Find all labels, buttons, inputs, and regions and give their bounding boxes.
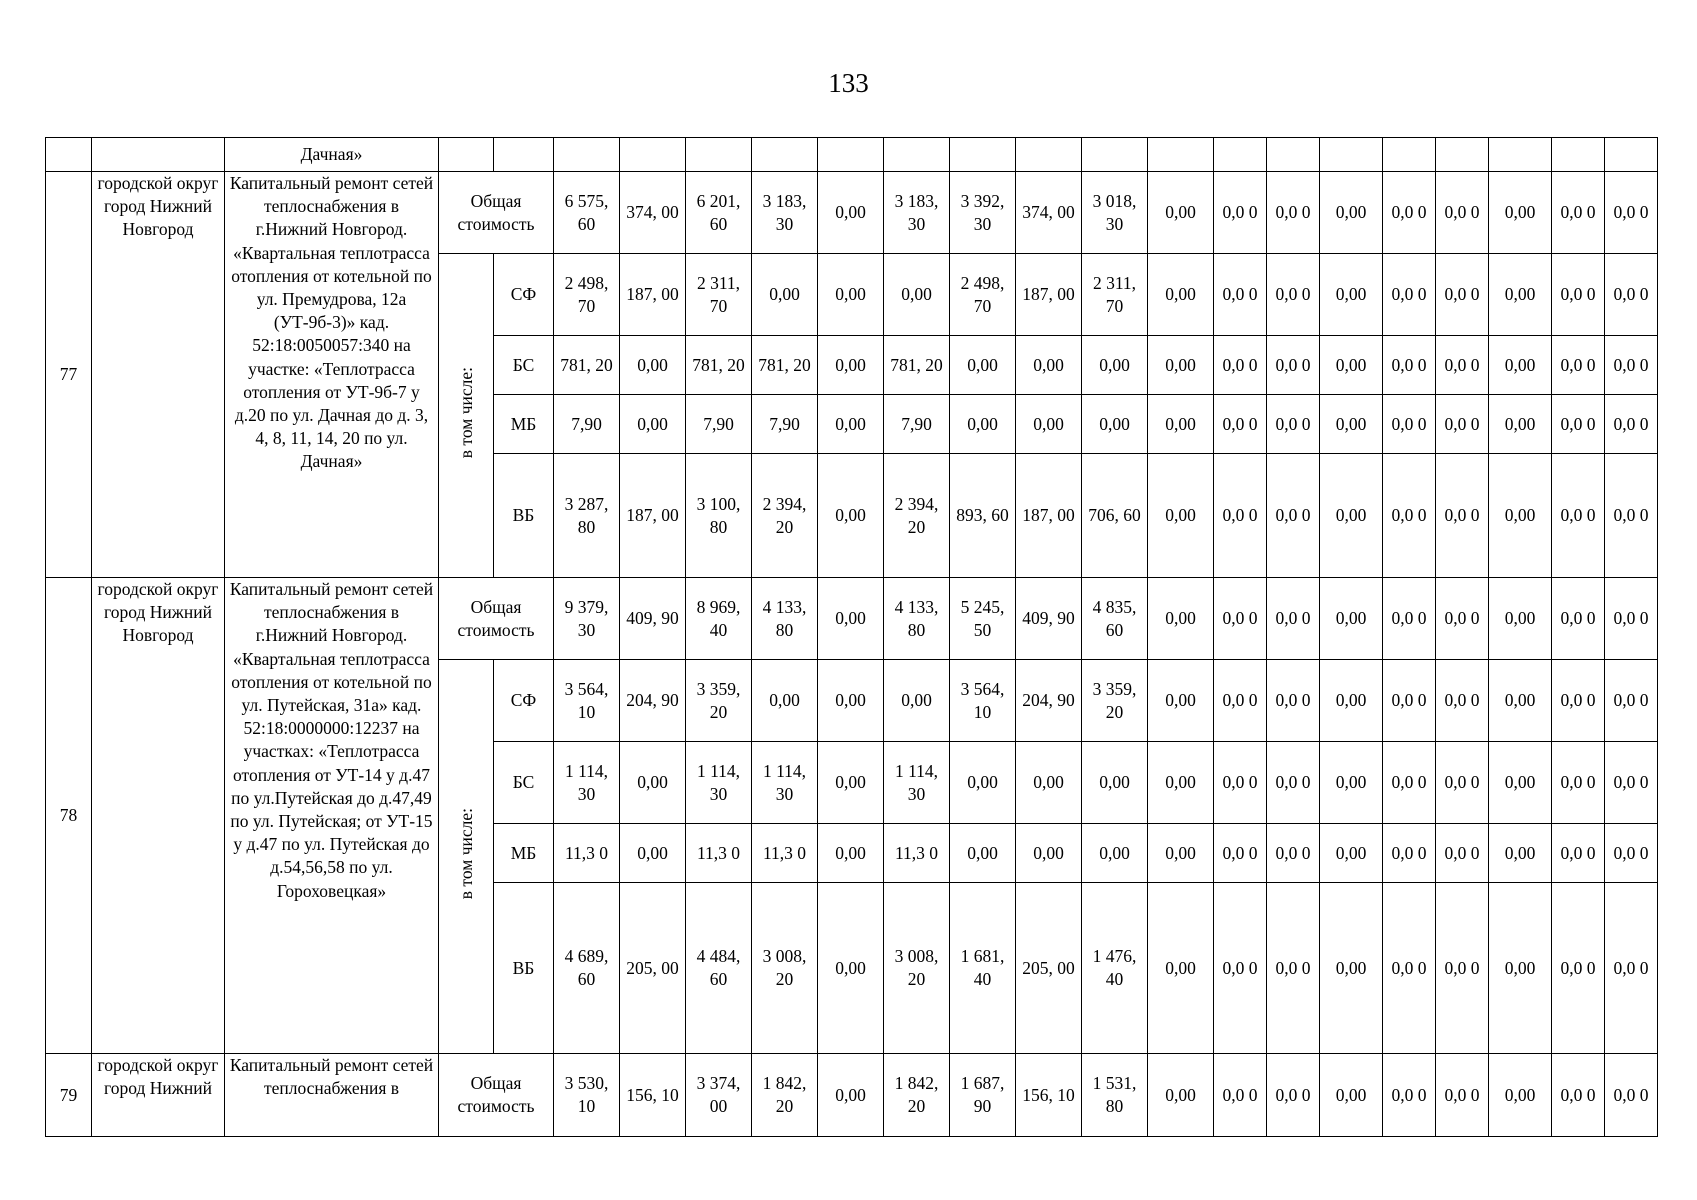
cell-empty <box>1436 138 1489 172</box>
value-cell: 781, 20 <box>884 336 950 395</box>
value-cell: 6 575, 60 <box>554 172 620 254</box>
value-cell: 0,00 <box>1320 824 1383 883</box>
funding-source-code: БС <box>494 336 554 395</box>
territory-name: городской округ город Нижний Новгород <box>92 578 225 1054</box>
value-cell: 205, 00 <box>1016 883 1082 1054</box>
value-cell: 0,00 <box>818 1054 884 1137</box>
cell-empty <box>1148 138 1214 172</box>
value-cell: 0,00 <box>1320 660 1383 742</box>
value-cell: 0,0 0 <box>1436 824 1489 883</box>
value-cell: 0,00 <box>1148 172 1214 254</box>
value-cell: 0,0 0 <box>1267 454 1320 578</box>
value-cell: 893, 60 <box>950 454 1016 578</box>
value-cell: 0,0 0 <box>1552 254 1605 336</box>
cell-empty <box>1016 138 1082 172</box>
row-number: 79 <box>46 1054 92 1137</box>
value-cell: 781, 20 <box>554 336 620 395</box>
value-cell: 187, 00 <box>1016 454 1082 578</box>
value-cell: 2 498, 70 <box>950 254 1016 336</box>
value-cell: 0,0 0 <box>1267 172 1320 254</box>
value-cell: 4 689, 60 <box>554 883 620 1054</box>
including-label-cell <box>439 254 494 578</box>
value-cell: 0,00 <box>818 395 884 454</box>
value-cell: 0,00 <box>1320 254 1383 336</box>
funding-source-code: ВБ <box>494 454 554 578</box>
value-cell: 374, 00 <box>620 172 686 254</box>
value-cell: 7,90 <box>554 395 620 454</box>
value-cell: 0,0 0 <box>1214 824 1267 883</box>
territory-name: городской округ город Нижний Новгород <box>92 172 225 578</box>
value-cell: 0,0 0 <box>1436 336 1489 395</box>
value-cell: 2 311, 70 <box>1082 254 1148 336</box>
including-label: в том числе: <box>455 366 476 459</box>
value-cell: 3 374, 00 <box>686 1054 752 1137</box>
value-cell: 0,0 0 <box>1383 883 1436 1054</box>
cell-empty <box>1383 138 1436 172</box>
value-cell: 0,00 <box>1320 172 1383 254</box>
table-row <box>46 172 1658 254</box>
value-cell: 409, 90 <box>620 578 686 660</box>
cell-empty <box>92 138 225 172</box>
value-cell: 706, 60 <box>1082 454 1148 578</box>
value-cell: 0,00 <box>1148 578 1214 660</box>
value-cell: 187, 00 <box>620 454 686 578</box>
value-cell: 0,00 <box>1489 254 1552 336</box>
cell-empty <box>1489 138 1552 172</box>
value-cell: 0,00 <box>950 742 1016 824</box>
value-cell: 3 359, 20 <box>686 660 752 742</box>
value-cell: 3 392, 30 <box>950 172 1016 254</box>
value-cell: 204, 90 <box>620 660 686 742</box>
value-cell: 0,00 <box>1489 454 1552 578</box>
cell-empty <box>620 138 686 172</box>
value-cell: 0,0 0 <box>1605 454 1658 578</box>
value-cell: 3 018, 30 <box>1082 172 1148 254</box>
value-cell: 0,00 <box>1148 254 1214 336</box>
value-cell: 0,00 <box>1489 395 1552 454</box>
value-cell: 0,0 0 <box>1436 454 1489 578</box>
value-cell: 7,90 <box>752 395 818 454</box>
value-cell: 0,00 <box>818 824 884 883</box>
value-cell: 0,0 0 <box>1436 742 1489 824</box>
value-cell: 0,0 0 <box>1605 824 1658 883</box>
value-cell: 0,0 0 <box>1552 660 1605 742</box>
value-cell: 0,00 <box>818 254 884 336</box>
value-cell: 0,00 <box>752 660 818 742</box>
cell-empty <box>752 138 818 172</box>
value-cell: 0,00 <box>1489 883 1552 1054</box>
value-cell: 1 842, 20 <box>752 1054 818 1137</box>
total-cost-label: Общая стоимость <box>439 578 554 660</box>
funding-source-code: СФ <box>494 254 554 336</box>
value-cell: 0,00 <box>1016 336 1082 395</box>
value-cell: 156, 10 <box>620 1054 686 1137</box>
value-cell: 0,00 <box>818 742 884 824</box>
value-cell: 0,00 <box>1148 336 1214 395</box>
value-cell: 0,0 0 <box>1267 660 1320 742</box>
value-cell: 0,0 0 <box>1605 336 1658 395</box>
value-cell: 0,0 0 <box>1605 395 1658 454</box>
funding-source-code: МБ <box>494 395 554 454</box>
value-cell: 205, 00 <box>620 883 686 1054</box>
value-cell: 0,00 <box>752 254 818 336</box>
value-cell: 0,0 0 <box>1267 883 1320 1054</box>
value-cell: 1 114, 30 <box>752 742 818 824</box>
value-cell: 1 687, 90 <box>950 1054 1016 1137</box>
value-cell: 0,0 0 <box>1214 254 1267 336</box>
territory-name: городской округ город Нижний <box>92 1054 225 1137</box>
cell-empty <box>1605 138 1658 172</box>
value-cell: 3 008, 20 <box>884 883 950 1054</box>
value-cell: 4 484, 60 <box>686 883 752 1054</box>
funding-source-code: ВБ <box>494 883 554 1054</box>
cell-empty <box>1267 138 1320 172</box>
value-cell: 0,00 <box>1148 824 1214 883</box>
object-name: Капитальный ремонт сетей теплоснабжения в г.Нижний Новгород. «Квартальная теплотрасса отопления от котельной по ул. Путейская, 31а» кад. 52:18:0000000:12237 на участках: «Теплотрасса отопления от УТ-14 у д.47 по ул.Путейская до д.47,49 по ул. Путейская; от УТ-15 у д.47 по ул. Путейская до д.54,56,58 по ул. Гороховецкая» <box>225 578 439 1054</box>
object-name: Капитальный ремонт сетей теплоснабжения в <box>225 1054 439 1137</box>
value-cell: 0,0 0 <box>1605 742 1658 824</box>
total-cost-label: Общая стоимость <box>439 172 554 254</box>
value-cell: 0,0 0 <box>1214 172 1267 254</box>
value-cell: 0,0 0 <box>1383 254 1436 336</box>
value-cell: 0,00 <box>1082 742 1148 824</box>
cell-empty <box>1320 138 1383 172</box>
value-cell: 0,00 <box>818 172 884 254</box>
cell-empty <box>46 138 92 172</box>
value-cell: 0,00 <box>620 742 686 824</box>
value-cell: 0,0 0 <box>1605 883 1658 1054</box>
value-cell: 6 201, 60 <box>686 172 752 254</box>
value-cell: 11,3 0 <box>554 824 620 883</box>
value-cell: 187, 00 <box>620 254 686 336</box>
value-cell: 0,0 0 <box>1436 395 1489 454</box>
row-number: 78 <box>46 578 92 1054</box>
including-label: в том числе: <box>455 807 476 900</box>
cell-empty <box>1082 138 1148 172</box>
value-cell: 0,00 <box>1489 578 1552 660</box>
total-cost-label: Общая стоимость <box>439 1054 554 1137</box>
value-cell: 2 498, 70 <box>554 254 620 336</box>
value-cell: 0,00 <box>1320 454 1383 578</box>
value-cell: 0,00 <box>1489 1054 1552 1137</box>
value-cell: 0,0 0 <box>1267 336 1320 395</box>
value-cell: 11,3 0 <box>752 824 818 883</box>
cell-empty <box>950 138 1016 172</box>
cell-empty <box>439 138 494 172</box>
value-cell: 0,00 <box>1489 336 1552 395</box>
value-cell: 0,0 0 <box>1214 336 1267 395</box>
value-cell: 0,00 <box>1320 336 1383 395</box>
value-cell: 3 564, 10 <box>950 660 1016 742</box>
value-cell: 7,90 <box>884 395 950 454</box>
value-cell: 0,0 0 <box>1436 578 1489 660</box>
value-cell: 7,90 <box>686 395 752 454</box>
cell-empty <box>1552 138 1605 172</box>
object-name-tail: Дачная» <box>225 138 439 172</box>
value-cell: 4 133, 80 <box>884 578 950 660</box>
value-cell: 0,0 0 <box>1605 660 1658 742</box>
value-cell: 0,0 0 <box>1267 254 1320 336</box>
cell-empty <box>494 138 554 172</box>
page-number: 133 <box>828 68 869 98</box>
value-cell: 0,00 <box>884 254 950 336</box>
value-cell: 0,00 <box>1016 395 1082 454</box>
value-cell: 0,00 <box>620 336 686 395</box>
value-cell: 3 287, 80 <box>554 454 620 578</box>
value-cell: 0,00 <box>1148 454 1214 578</box>
carry-over-row <box>46 138 1658 172</box>
value-cell: 187, 00 <box>1016 254 1082 336</box>
value-cell: 0,0 0 <box>1383 660 1436 742</box>
value-cell: 0,0 0 <box>1552 1054 1605 1137</box>
value-cell: 3 530, 10 <box>554 1054 620 1137</box>
value-cell: 0,0 0 <box>1552 395 1605 454</box>
value-cell: 0,00 <box>818 454 884 578</box>
value-cell: 0,00 <box>1489 824 1552 883</box>
value-cell: 0,0 0 <box>1383 336 1436 395</box>
value-cell: 0,0 0 <box>1605 254 1658 336</box>
funding-source-code: МБ <box>494 824 554 883</box>
value-cell: 3 008, 20 <box>752 883 818 1054</box>
value-cell: 0,0 0 <box>1383 1054 1436 1137</box>
value-cell: 0,00 <box>950 824 1016 883</box>
table-row <box>46 1054 1658 1137</box>
value-cell: 0,0 0 <box>1214 660 1267 742</box>
value-cell: 0,0 0 <box>1605 172 1658 254</box>
value-cell: 0,0 0 <box>1605 1054 1658 1137</box>
value-cell: 0,0 0 <box>1214 395 1267 454</box>
value-cell: 0,0 0 <box>1552 454 1605 578</box>
value-cell: 1 114, 30 <box>686 742 752 824</box>
value-cell: 0,0 0 <box>1552 742 1605 824</box>
value-cell: 0,0 0 <box>1383 395 1436 454</box>
value-cell: 0,0 0 <box>1214 742 1267 824</box>
row-number: 77 <box>46 172 92 578</box>
value-cell: 0,0 0 <box>1552 883 1605 1054</box>
value-cell: 0,00 <box>1148 660 1214 742</box>
value-cell: 1 476, 40 <box>1082 883 1148 1054</box>
value-cell: 0,0 0 <box>1383 578 1436 660</box>
value-cell: 0,0 0 <box>1214 578 1267 660</box>
value-cell: 4 835, 60 <box>1082 578 1148 660</box>
value-cell: 2 311, 70 <box>686 254 752 336</box>
value-cell: 0,0 0 <box>1605 578 1658 660</box>
value-cell: 0,0 0 <box>1267 824 1320 883</box>
value-cell: 0,0 0 <box>1267 742 1320 824</box>
value-cell: 0,00 <box>1082 395 1148 454</box>
value-cell: 0,00 <box>818 578 884 660</box>
value-cell: 0,00 <box>1320 742 1383 824</box>
value-cell: 0,00 <box>818 336 884 395</box>
value-cell: 0,00 <box>1489 660 1552 742</box>
value-cell: 0,0 0 <box>1214 1054 1267 1137</box>
value-cell: 0,00 <box>818 660 884 742</box>
value-cell: 0,0 0 <box>1267 1054 1320 1137</box>
cell-empty <box>884 138 950 172</box>
value-cell: 0,00 <box>1489 742 1552 824</box>
value-cell: 3 183, 30 <box>752 172 818 254</box>
value-cell: 0,00 <box>1148 742 1214 824</box>
value-cell: 0,0 0 <box>1436 172 1489 254</box>
value-cell: 0,00 <box>884 660 950 742</box>
value-cell: 0,0 0 <box>1552 336 1605 395</box>
cell-empty <box>554 138 620 172</box>
budget-table <box>45 137 1658 1137</box>
value-cell: 0,0 0 <box>1436 254 1489 336</box>
value-cell: 0,0 0 <box>1552 824 1605 883</box>
value-cell: 0,0 0 <box>1214 454 1267 578</box>
value-cell: 781, 20 <box>752 336 818 395</box>
value-cell: 1 842, 20 <box>884 1054 950 1137</box>
value-cell: 1 681, 40 <box>950 883 1016 1054</box>
value-cell: 0,0 0 <box>1383 742 1436 824</box>
value-cell: 0,00 <box>1016 824 1082 883</box>
value-cell: 2 394, 20 <box>752 454 818 578</box>
value-cell: 0,0 0 <box>1436 1054 1489 1137</box>
value-cell: 0,0 0 <box>1267 578 1320 660</box>
cell-empty <box>686 138 752 172</box>
value-cell: 0,0 0 <box>1436 660 1489 742</box>
value-cell: 0,00 <box>1489 172 1552 254</box>
value-cell: 5 245, 50 <box>950 578 1016 660</box>
funding-source-code: СФ <box>494 660 554 742</box>
value-cell: 0,0 0 <box>1383 172 1436 254</box>
value-cell: 11,3 0 <box>884 824 950 883</box>
value-cell: 0,00 <box>1082 824 1148 883</box>
funding-source-code: БС <box>494 742 554 824</box>
value-cell: 204, 90 <box>1016 660 1082 742</box>
value-cell: 0,0 0 <box>1552 578 1605 660</box>
value-cell: 1 114, 30 <box>554 742 620 824</box>
value-cell: 374, 00 <box>1016 172 1082 254</box>
value-cell: 3 100, 80 <box>686 454 752 578</box>
value-cell: 0,00 <box>1320 1054 1383 1137</box>
object-name: Капитальный ремонт сетей теплоснабжения в г.Нижний Новгород. «Квартальная теплотрасса отопления от котельной по ул. Премудрова, 12а (УТ-9б-3)» кад. 52:18:0050057:340 на участке: «Теплотрасса отопления от УТ-9б-7 у д.20 по ул. Дачная до д. 3, 4, 8, 11, 14, 20 по ул. Дачная» <box>225 172 439 578</box>
including-label-cell <box>439 660 494 1054</box>
cell-empty <box>818 138 884 172</box>
value-cell: 11,3 0 <box>686 824 752 883</box>
table-row <box>46 578 1658 660</box>
value-cell: 0,00 <box>1148 395 1214 454</box>
value-cell: 0,0 0 <box>1436 883 1489 1054</box>
value-cell: 409, 90 <box>1016 578 1082 660</box>
value-cell: 156, 10 <box>1016 1054 1082 1137</box>
value-cell: 3 359, 20 <box>1082 660 1148 742</box>
value-cell: 0,0 0 <box>1383 454 1436 578</box>
value-cell: 9 379, 30 <box>554 578 620 660</box>
value-cell: 1 114, 30 <box>884 742 950 824</box>
value-cell: 0,0 0 <box>1383 824 1436 883</box>
value-cell: 4 133, 80 <box>752 578 818 660</box>
value-cell: 0,00 <box>1320 578 1383 660</box>
value-cell: 0,00 <box>1148 1054 1214 1137</box>
value-cell: 8 969, 40 <box>686 578 752 660</box>
value-cell: 0,00 <box>1320 883 1383 1054</box>
value-cell: 0,00 <box>1082 336 1148 395</box>
value-cell: 0,00 <box>1320 395 1383 454</box>
value-cell: 3 564, 10 <box>554 660 620 742</box>
value-cell: 0,00 <box>1016 742 1082 824</box>
value-cell: 0,00 <box>950 395 1016 454</box>
value-cell: 0,0 0 <box>1552 172 1605 254</box>
value-cell: 0,00 <box>950 336 1016 395</box>
value-cell: 1 531, 80 <box>1082 1054 1148 1137</box>
value-cell: 781, 20 <box>686 336 752 395</box>
value-cell: 0,0 0 <box>1214 883 1267 1054</box>
value-cell: 0,00 <box>818 883 884 1054</box>
value-cell: 2 394, 20 <box>884 454 950 578</box>
value-cell: 3 183, 30 <box>884 172 950 254</box>
value-cell: 0,00 <box>1148 883 1214 1054</box>
value-cell: 0,00 <box>620 824 686 883</box>
value-cell: 0,00 <box>620 395 686 454</box>
cell-empty <box>1214 138 1267 172</box>
value-cell: 0,0 0 <box>1267 395 1320 454</box>
